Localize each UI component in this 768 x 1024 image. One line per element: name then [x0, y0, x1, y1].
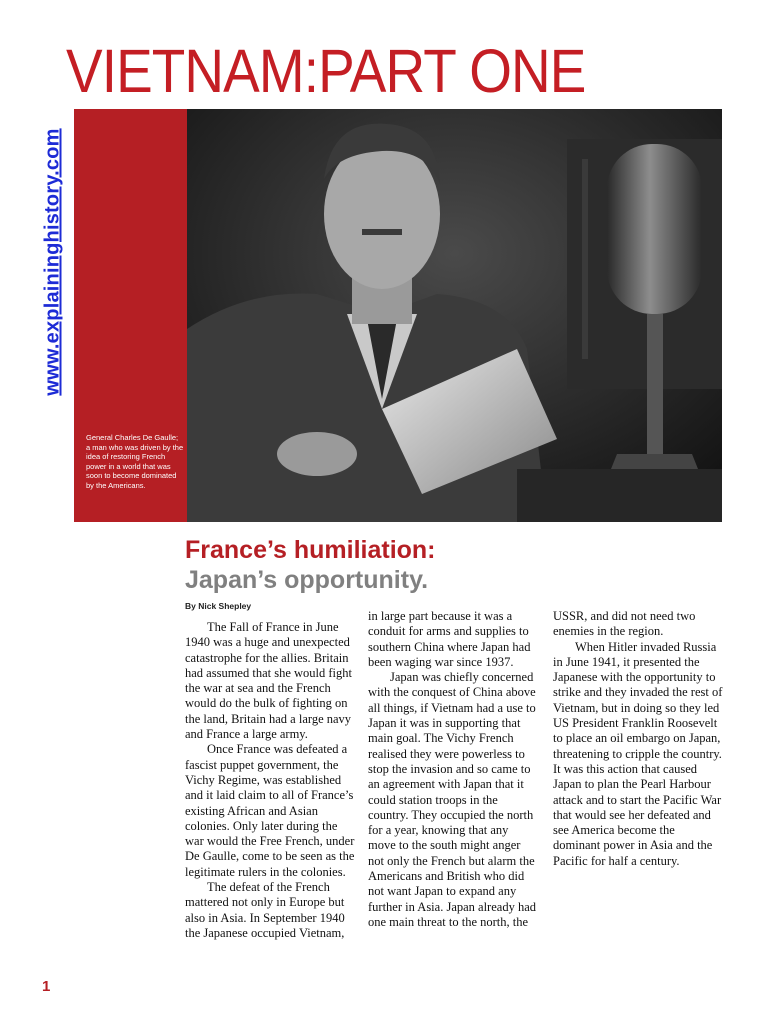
- website-link-text: www.explaininghistory.com: [41, 128, 64, 396]
- paragraph: Once France was defeated a fascist puppet government, the Vichy Regime, was established and it laid claim to all of France’s existing African and Asian colonies. Only later during the war would the Free French, under De Gaulle, come to be seen as the legitimate rulers in the colonies.: [185, 742, 355, 879]
- article-column-2: [368, 609, 538, 930]
- de-gaulle-photo: [187, 109, 722, 522]
- page-title: [66, 38, 585, 104]
- paragraph: The Fall of France in June 1940 was a huge and unexpected catastrophe for the allies. Britain had assumed that she would fight the war at sea and the French would do the bulk of fighting on the land, Britain had a large navy and France a large army.: [185, 620, 352, 742]
- title-main: VIETNAM:: [66, 37, 319, 105]
- article-byline: By Nick Shepley: [185, 601, 252, 611]
- paragraph: When Hitler invaded Russia in June 1941, it presented the Japanese with the opportunity to strike and they invaded the rest of Vietnam, but in doing so they led US President Franklin Roosevelt to place an oil embargo on Japan, threatening to cripple the country. It was this action that caused Japan to plan the Pearl Harbour attack and to start the Pacific War that would see her defeated and see America become the dominant power in Asia and the Pacific for half a century.: [553, 639, 723, 868]
- article-column-3: [553, 609, 723, 869]
- photo-caption: General Charles De Gaulle; a man who was driven by the idea of restoring French power in a world that was soon to become dominated by the Americans.: [86, 433, 184, 490]
- title-sub: PART ONE: [318, 37, 586, 105]
- paragraph: in large part because it was a conduit for arms and supplies to southern China where Japan had been waging war since 1937.: [368, 609, 531, 669]
- paragraph: The defeat of the French mattered not only in Europe but also in Asia. In September 1940 the Japanese occupied Vietnam,: [185, 880, 345, 940]
- article-column-1: [185, 620, 355, 941]
- article-headline: France’s humiliation:: [185, 536, 436, 564]
- paragraph: Japan was chiefly concerned with the conquest of China above all things, if Vietnam had a use to Japan it was in supporting that main goal. The Vichy French realised they were powerless to stop the invasion and so came to an agreement with Japan that it could station troops in the country. They occupied the north for a year, knowing that any move to the south might anger not only the French but alarm the Americans and British who did not want Japan to expand any further in Asia. Japan already had one main threat to the north, the: [368, 670, 536, 929]
- paragraph: USSR, and did not need two enemies in the region.: [553, 609, 696, 639]
- website-link[interactable]: [42, 117, 64, 407]
- page-number: 1: [42, 978, 51, 995]
- article-subheadline: Japan’s opportunity.: [185, 566, 429, 594]
